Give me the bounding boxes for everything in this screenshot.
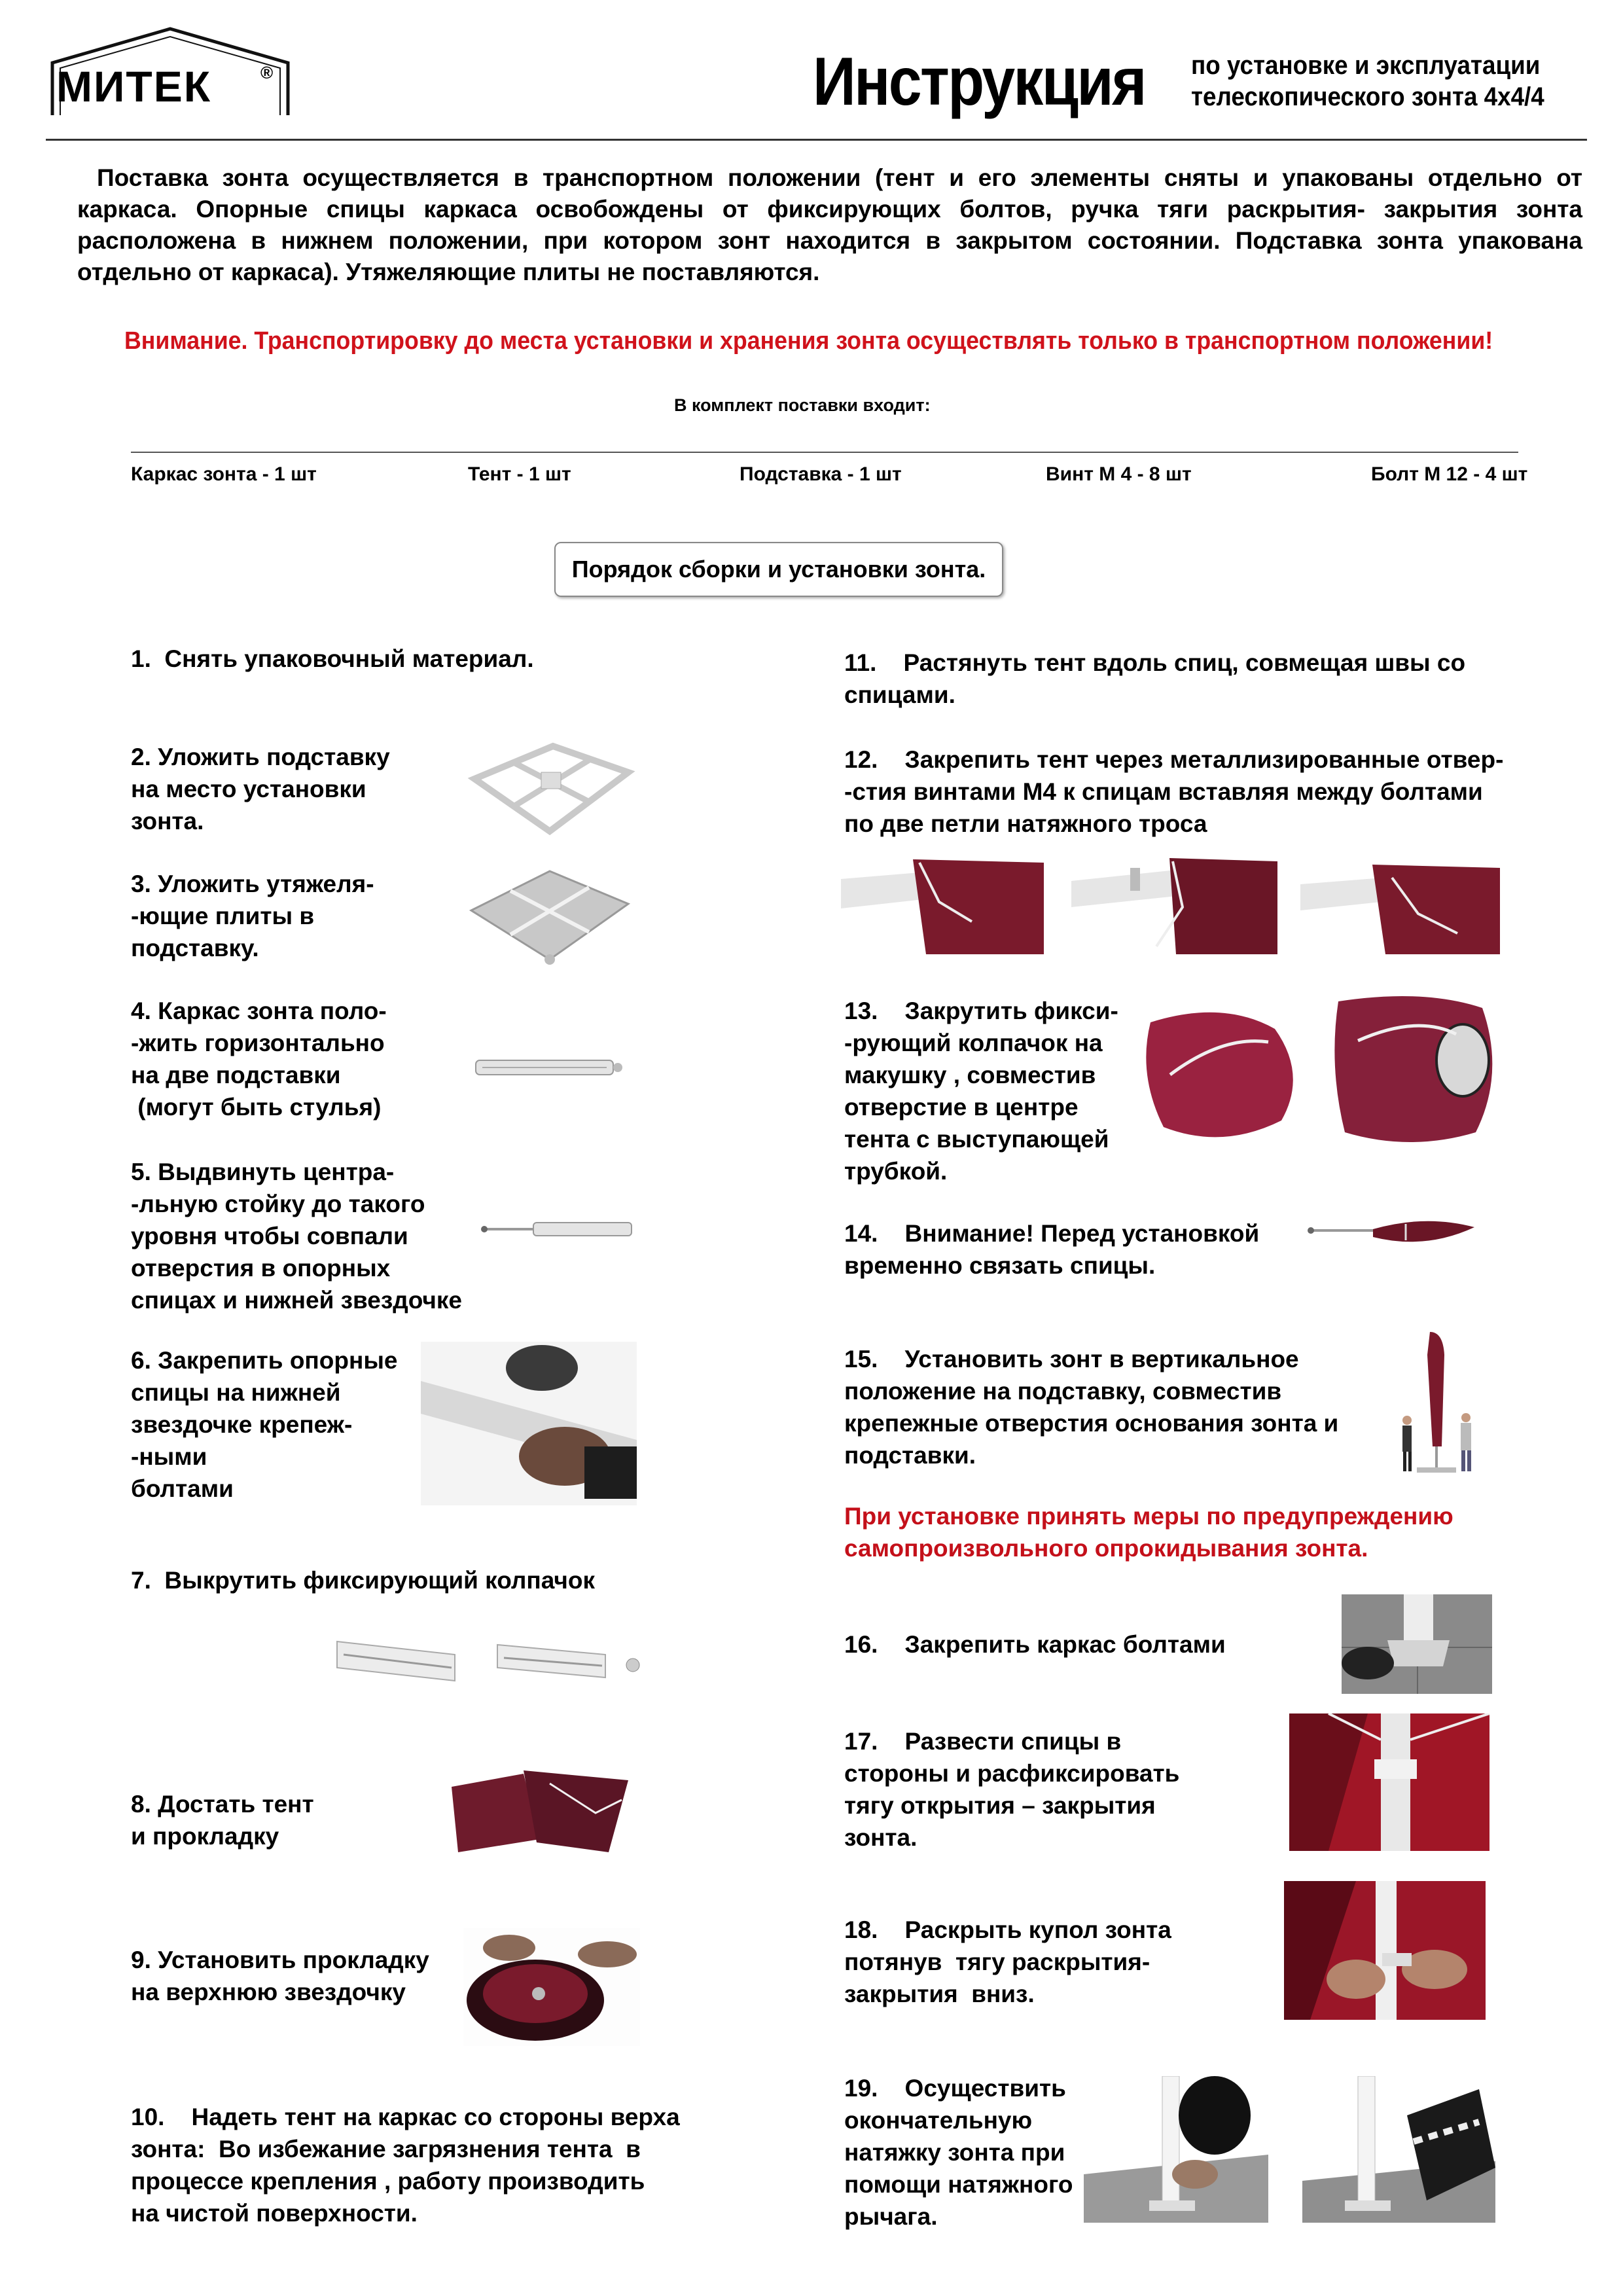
header-divider — [46, 139, 1587, 141]
step-13: 13. Закрутить фикси- -рующий колпачок на макушку , совместив отверстие в центре тента с выступающей трубкой. — [844, 997, 1118, 1185]
tension-lever-photo-2 — [1302, 2076, 1495, 2223]
step-4: 4. Каркас зонта поло- -жить горизонтально на две подставки (могут быть стулья) — [131, 997, 387, 1121]
kit-item-bolt: Болт М 12 - 4 шт — [1371, 463, 1528, 485]
step-14: 14. Внимание! Перед установкой временно связать спицы. — [844, 1220, 1260, 1279]
step-7: 7. Выкрутить фиксирующий колпачок — [131, 1567, 595, 1594]
kit-item-canopy: Тент - 1 шт — [468, 463, 571, 485]
cap-fix-photo-2 — [1332, 988, 1505, 1152]
cap-fix-photo-1 — [1144, 1003, 1308, 1145]
fixing-bolts-photo — [421, 1342, 637, 1505]
cap-removal-image — [330, 1628, 645, 1694]
canopy-attach-photo-3 — [1300, 855, 1500, 954]
umbrella-upright-image — [1391, 1329, 1482, 1476]
step-9: 9. Установить прокладку на верхнюю звездочку — [131, 1946, 429, 2005]
stand-plates-image — [461, 861, 638, 973]
step-6: 6. Закрепить опорные спицы на нижней звездочке крепеж- -ными болтами — [131, 1347, 398, 1502]
stand-frame-image — [461, 733, 638, 844]
page-subtitle-line1: по установке и эксплуатации — [1191, 51, 1541, 80]
page-subtitle-line2: телескопического зонта 4х4/4 — [1191, 82, 1544, 111]
logo-text: МИТЕК — [56, 62, 212, 111]
step-11: 11. Растянуть тент вдоль спиц, совмещая швы со спицами. — [844, 649, 1466, 708]
step-1: 1. Снять упаковочный материал. — [131, 645, 534, 672]
canopy-attach-photo-1 — [841, 850, 1044, 954]
logo-registered-mark: ® — [260, 63, 274, 82]
gasket-install-photo — [463, 1928, 640, 2046]
kit-title: В комплект поставки входит: — [674, 395, 931, 415]
intro-text: Поставка зонта осуществляется в транспортном положении (тент и его элементы сняты и упакованы отдельно от каркаса. Опорные спицы каркаса освобождены от фиксирующих болтов, ручка тяги раскрытия- закрытия зонта расположена в нижнем положении, при котором зонт находится в закрытом состоянии. Подставка зонта упакована отдельно от каркаса). Утяжеляющие плиты не поставляются. — [77, 164, 1582, 285]
step-15-caution: При установке принять меры по предупреждению самопроизвольного опрокидывания зонта. — [844, 1503, 1454, 1562]
canopy-folded-image — [445, 1761, 641, 1859]
step-17: 17. Развести спицы в стороны и расфиксировать тягу открытия – закрытия зонта. — [844, 1728, 1180, 1851]
kit-item-stand: Подставка - 1 шт — [740, 463, 902, 485]
pole-extended-image — [481, 1216, 635, 1242]
dome-open-photo — [1284, 1881, 1486, 2020]
frame-horizontal-image — [473, 1051, 630, 1084]
spokes-spread-photo — [1289, 1713, 1489, 1851]
kit-item-screw: Винт М 4 - 8 шт — [1046, 463, 1192, 485]
step-3: 3. Уложить утяжеля- -ющие плиты в подставку. — [131, 870, 374, 961]
step-10: 10. Надеть тент на каркас со стороны верха зонта: Во избежание загрязнения тента в процессе крепления , работу производить на чистой поверхности. — [131, 2104, 680, 2227]
step-2: 2. Уложить подставку на место установки зонта. — [131, 744, 390, 834]
assembly-order-title: Порядок сборки и установки зонта. — [554, 542, 1003, 597]
step-15: 15. Установить зонт в вертикальное положение на подставку, совместив крепежные отверстия основания зонта и подставки. — [844, 1346, 1339, 1469]
umbrella-tied-image — [1308, 1211, 1479, 1257]
kit-item-frame: Каркас зонта - 1 шт — [131, 463, 317, 485]
step-19: 19. Осуществить окончательную натяжку зонта при помощи натяжного рычага. — [844, 2075, 1073, 2230]
page-title: Инструкция — [813, 44, 1145, 120]
step-5: 5. Выдвинуть центра- -льную стойку до такого уровня чтобы совпали отверстия в опорных спицах и нижней звездочке — [131, 1158, 462, 1314]
kit-divider — [131, 452, 1518, 453]
step-12: 12. Закрепить тент через металлизированные отвер- -стия винтами М4 к спицам вставляя между болтами по две петли натяжного троса — [844, 746, 1504, 837]
base-bolts-photo — [1342, 1594, 1492, 1694]
step-16: 16. Закрепить каркас болтами — [844, 1631, 1226, 1658]
step-8: 8. Достать тент и прокладку — [131, 1791, 314, 1850]
tension-lever-photo-1 — [1084, 2076, 1268, 2223]
transport-warning: Внимание. Транспортировку до места установки и хранения зонта осуществлять только в транспортном положении! — [124, 327, 1493, 355]
step-18: 18. Раскрыть купол зонта потянув тягу раскрытия- закрытия вниз. — [844, 1916, 1171, 2007]
intro-paragraph — [77, 162, 1582, 288]
canopy-attach-photo-2 — [1071, 848, 1277, 954]
